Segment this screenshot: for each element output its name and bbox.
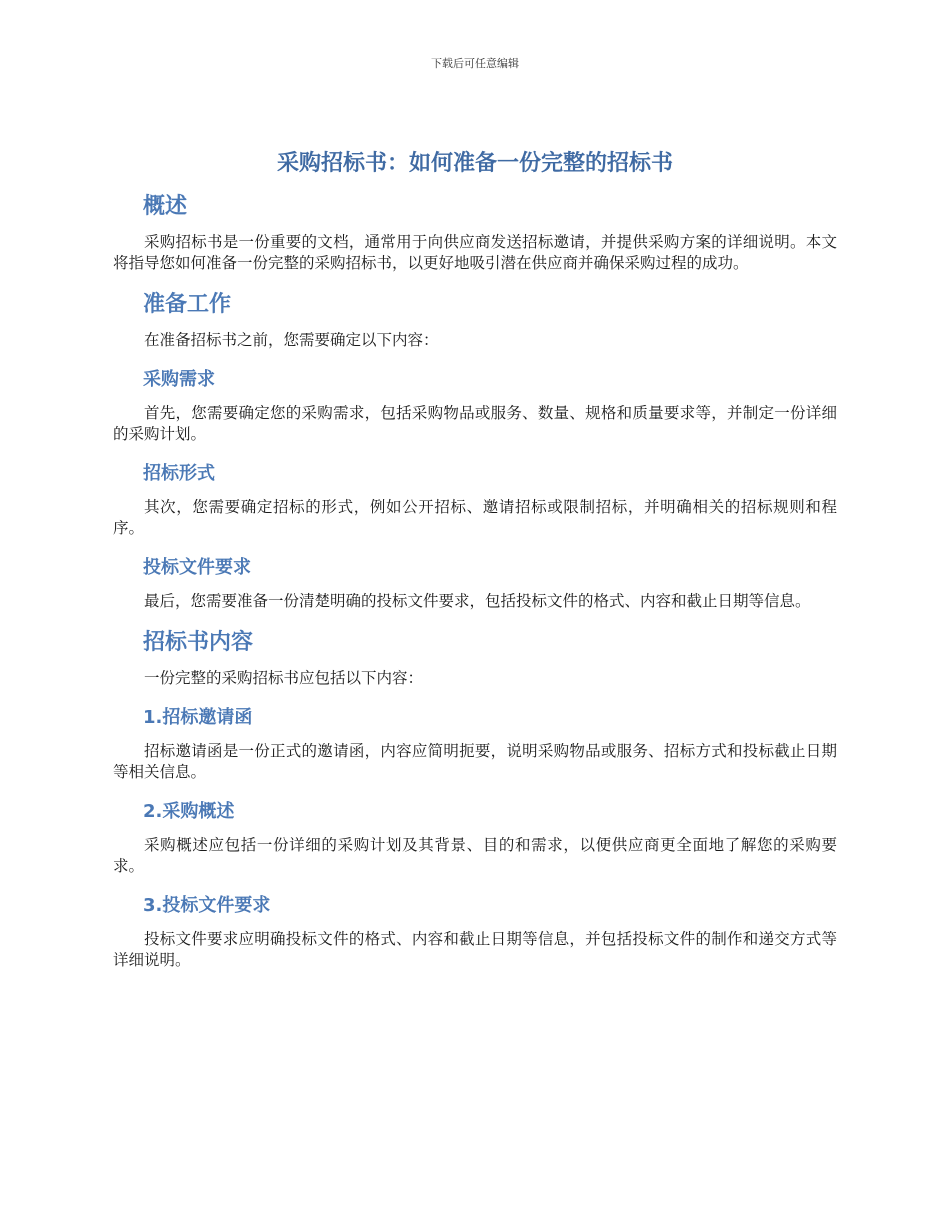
subsection-heading-bid-docs: 投标文件要求 (143, 557, 251, 578)
subsection-heading-tender-form: 招标形式 (143, 463, 215, 484)
section-heading-contents: 招标书内容 (143, 630, 254, 655)
section-heading-overview: 概述 (143, 194, 188, 219)
subsection-paragraph-bid-doc-requirements: 投标文件要求应明确投标文件的格式、内容和截止日期等信息，并包括投标文件的制作和递交方式等详细说明。 (113, 930, 837, 969)
subsection-heading-requirements: 采购需求 (143, 369, 215, 390)
subsection-paragraph-requirements: 首先，您需要确定您的采购需求，包括采购物品或服务、数量、规格和质量要求等，并制定一份详细的采购计划。 (113, 404, 837, 443)
section-paragraph-preparation: 在准备招标书之前，您需要确定以下内容： (144, 331, 439, 349)
subsection-paragraph-procurement-overview: 采购概述应包括一份详细的采购计划及其背景、目的和需求，以便供应商更全面地了解您的采购要求。 (113, 836, 837, 875)
document-title: 采购招标书：如何准备一份完整的招标书 (276, 151, 673, 176)
header-note: 下载后可任意编辑 (431, 57, 519, 70)
subsection-heading-invitation: 1.招标邀请函 (143, 707, 253, 728)
subsection-paragraph-invitation: 招标邀请函是一份正式的邀请函，内容应简明扼要，说明采购物品或服务、招标方式和投标截止日期等相关信息。 (113, 742, 837, 781)
document-content (113, 148, 837, 987)
subsection-paragraph-tender-form: 其次，您需要确定招标的形式，例如公开招标、邀请招标或限制招标，并明确相关的招标规则和程序。 (113, 498, 837, 537)
subsection-heading-bid-doc-requirements: 3.投标文件要求 (143, 895, 271, 916)
section-heading-preparation: 准备工作 (143, 292, 232, 317)
subsection-paragraph-bid-docs: 最后，您需要准备一份清楚明确的投标文件要求，包括投标文件的格式、内容和截止日期等信息。 (144, 592, 811, 610)
section-paragraph-contents: 一份完整的采购招标书应包括以下内容： (144, 669, 424, 687)
subsection-heading-procurement-overview: 2.采购概述 (143, 801, 235, 822)
section-paragraph-overview: 采购招标书是一份重要的文档，通常用于向供应商发送招标邀请，并提供采购方案的详细说明。本文将指导您如何准备一份完整的采购招标书，以更好地吸引潜在供应商并确保采购过程的成功。 (113, 233, 837, 272)
